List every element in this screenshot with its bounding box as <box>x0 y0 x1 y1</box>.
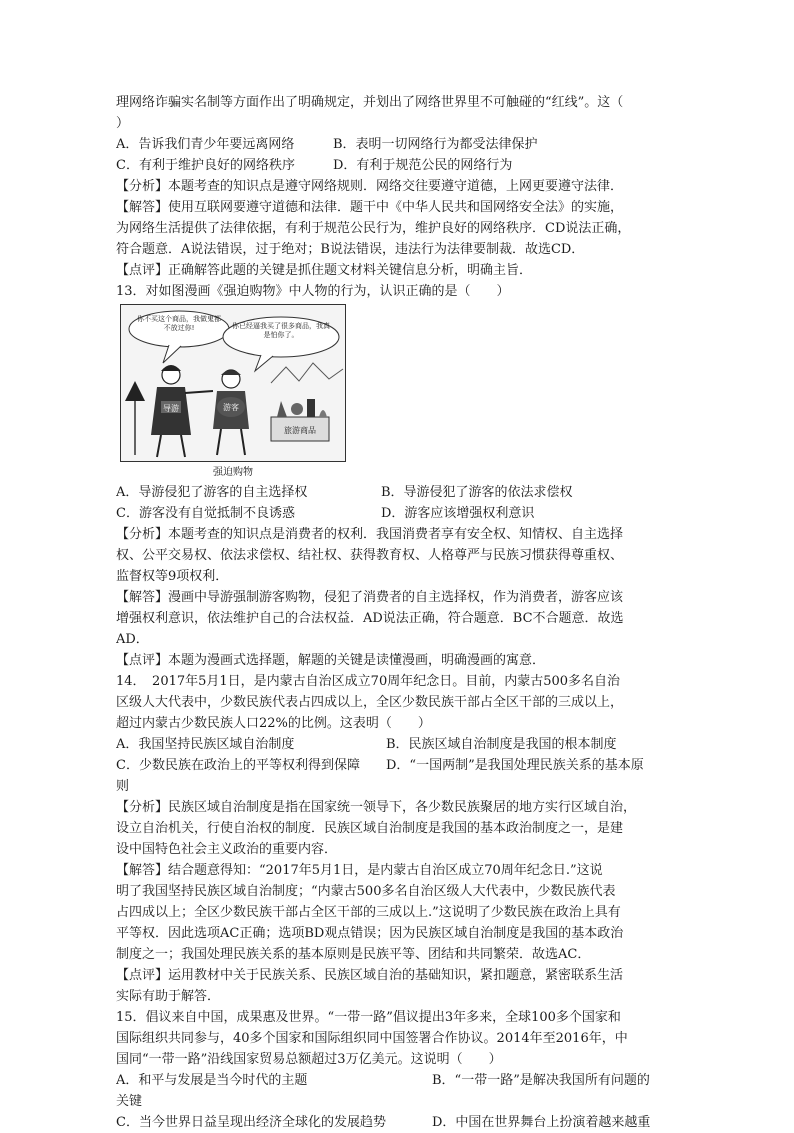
options-row <box>116 155 680 176</box>
analysis-line: 设立自治机关，行使自治权的制度．民族区域自治制度是我国的基本政治制度之一，是建 <box>116 821 624 836</box>
answer-line: 增强权利意识，依法维护自己的合法权益．AD说法正确，符合题意．BC不合题意．故选 <box>116 611 624 626</box>
option-c: C．当今世界日益呈现出经济全球化的发展趋势 <box>116 1115 386 1130</box>
options-row <box>116 734 680 755</box>
options-row <box>116 503 680 524</box>
answer-line: 【解答】使用互联网要遵守道德和法律．题干中《中华人民共和国网络安全法》的实施， <box>116 200 624 215</box>
document-page <box>116 92 680 1133</box>
options-row <box>116 482 680 503</box>
question-stem: 超过内蒙古少数民族人口22%的比例。这表明（ ） <box>116 716 431 731</box>
cartoon-image <box>120 304 346 480</box>
answer-line: 【解答】结合题意得知：“2017年5月1日，是内蒙古自治区成立70周年纪念日.”这说 <box>116 863 603 878</box>
option-d: D．中国在世界舞台上扮演着越来越重 <box>432 1115 651 1130</box>
options-row <box>116 134 680 155</box>
answer-line: 符合题意．A说法错误，过于绝对；B说法错误，违法行为法律要制裁．故选CD． <box>116 242 585 257</box>
option-a: A．导游侵犯了游客的自主选择权 <box>116 485 308 500</box>
text-line: ） <box>116 116 130 131</box>
option-b: B．“一带一路”是解决我国所有问题的 <box>432 1073 650 1088</box>
comment-line: 【点评】正确解答此题的关键是抓住题文材料关键信息分析，明确主旨． <box>116 263 533 278</box>
comment-line: 【点评】本题为漫画式选择题，解题的关键是读懂漫画，明确漫画的寓意． <box>116 653 546 668</box>
analysis-line: 【分析】本题考查的知识点是消费者的权利．我国消费者享有安全权、知情权、自主选择 <box>116 527 624 542</box>
cartoon-caption: 强迫购物 <box>213 467 253 478</box>
comment-line: 实际有助于解答． <box>116 989 221 1004</box>
options-row <box>116 755 680 776</box>
option-a: A．告诉我们青少年要远离网络 <box>116 137 295 152</box>
option-continuation: 关键 <box>116 1094 143 1109</box>
shop-label: 旅游商品 <box>284 426 316 435</box>
cartoon-frame <box>120 304 346 462</box>
option-continuation: 则 <box>116 779 130 794</box>
option-d: D．有利于规范公民的网络行为 <box>333 158 513 173</box>
question-stem: 区级人大代表中，少数民族代表占四成以上，全区少数民族干部占全区干部的三成以上， <box>116 695 624 710</box>
speech-bubble-guide: 你不买这个商品，我做鬼都不放过你! <box>137 315 221 332</box>
answer-line: 占四成以上；全区少数民族干部占全区干部的三成以上.”这说明了少数民族在政治上具有 <box>116 905 621 920</box>
tourist-label: 游客 <box>223 403 239 412</box>
option-a: A．和平与发展是当今时代的主题 <box>116 1073 308 1088</box>
question-stem: 13．对如图漫画《强迫购物》中人物的行为，认识正确的是（ ） <box>116 284 510 299</box>
answer-line: 为网络生活提供了法律依据，有利于规范公民行为，维护良好的网络秩序．CD说法正确， <box>116 221 631 236</box>
answer-line: 【解答】漫画中导游强制游客购物，侵犯了消费者的自主选择权，作为消费者，游客应该 <box>116 590 624 605</box>
analysis-line: 权、公平交易权、依法求偿权、结社权、获得教育权、人格尊严与民族习惯获得尊重权、 <box>116 548 624 563</box>
option-c: C．游客没有自觉抵制不良诱惑 <box>116 506 295 521</box>
analysis-line: 设中国特色社会主义政治的重要内容． <box>116 842 338 857</box>
comment-line: 【点评】运用教材中关于民族关系、民族区域自治的基础知识，紧扣题意，紧密联系生活 <box>116 968 624 983</box>
answer-line: 制度之一；我国处理民族关系的基本原则是民族平等、团结和共同繁荣．故选AC． <box>116 947 591 962</box>
analysis-line: 【分析】本题考查的知识点是遵守网络规则．网络交往要遵守道德，上网更要遵守法律． <box>116 179 624 194</box>
option-d: D．“一国两制”是我国处理民族关系的基本原 <box>386 758 644 773</box>
analysis-line: 监督权等9项权利． <box>116 569 229 584</box>
guide-label: 导游 <box>163 404 179 413</box>
speech-bubble-tourist: 你已经逼我买了很多商品，我真是怕你了。 <box>232 322 330 339</box>
option-c: C．有利于维护良好的网络秩序 <box>116 158 295 173</box>
option-b: B．民族区域自治制度是我国的根本制度 <box>386 737 617 752</box>
answer-line: 平等权．因此选项AC正确；选项BD观点错误；因为民族区域自治制度是我国的基本政治 <box>116 926 624 941</box>
answer-line: 明了我国坚持民族区域自治制度；“内蒙古500多名自治区级人大代表中，少数民族代表 <box>116 884 616 899</box>
question-stem: 14． 2017年5月1日，是内蒙古自治区成立70周年纪念日。目前，内蒙古500多名自治 <box>116 674 621 689</box>
option-a: A．我国坚持民族区域自治制度 <box>116 737 295 752</box>
analysis-line: 【分析】民族区域自治制度是指在国家统一领导下，各少数民族聚居的地方实行区域自治， <box>116 800 637 815</box>
option-b: B．表明一切网络行为都受法律保护 <box>333 137 538 152</box>
answer-line: AD． <box>116 632 149 647</box>
question-stem: 15．倡议来自中国，成果惠及世界。“一带一路”倡议提出3年多来，全球100多个国家和 <box>116 1010 621 1025</box>
text-line: 理网络诈骗实名制等方面作出了明确规定，并划出了网络世界里不可触碰的“红线”。这（ <box>116 95 624 110</box>
cartoon-drawing <box>121 305 345 461</box>
option-d: D．游客应该增强权利意识 <box>381 506 535 521</box>
question-stem: 国际组织共同参与，40多个国家和国际组织同中国签署合作协议。2014年至2016年，中 <box>116 1031 628 1046</box>
question-stem: 国同“一带一路”沿线国家贸易总额超过3万亿美元。这说明（ ） <box>116 1052 502 1067</box>
option-b: B．导游侵犯了游客的依法求偿权 <box>381 485 573 500</box>
options-row <box>116 1070 680 1091</box>
option-c: C．少数民族在政治上的平等权利得到保障 <box>116 758 360 773</box>
